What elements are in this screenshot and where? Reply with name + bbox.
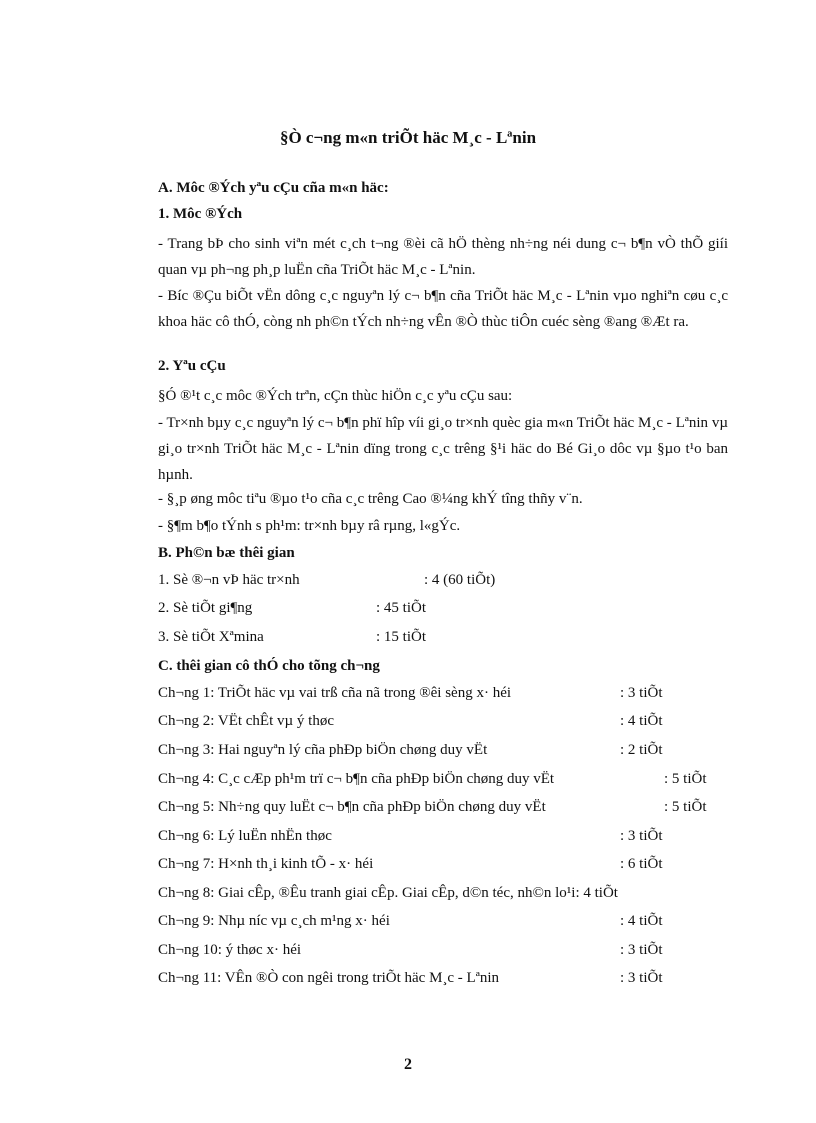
- chapter-label: Ch¬ng 9: Nhµ níc vµ c¸ch m¹ng x· héi: [158, 913, 390, 929]
- chapter-row: [158, 913, 663, 930]
- time-row-value: : 15 tiÕt: [376, 629, 427, 645]
- page-number: 2: [404, 1056, 412, 1073]
- section-c-heading: C. thêi gian cô thÓ cho tõng ch¬ng: [158, 658, 380, 674]
- time-row-label: 1. Sè ®¬n vÞ häc tr×nh: [158, 572, 300, 588]
- time-row-value: : 45 tiÕt: [376, 600, 427, 616]
- paragraph-3: §Ó ®¹t c¸c môc ®Ých trªn, cÇn thùc hiÖn c¸c yªu cÇu sau:: [158, 388, 513, 404]
- chapter-hours: : 3 tiÕt: [620, 828, 663, 844]
- time-row: [158, 600, 427, 617]
- section-a-sub1: 1. Môc ®Ých: [158, 206, 243, 222]
- chapter-row: [158, 856, 663, 873]
- section-a-heading: A. Môc ®Ých yªu cÇu cña m«n häc:: [158, 180, 389, 196]
- chapter-row: [158, 685, 663, 702]
- chapter-row: [158, 970, 663, 987]
- chapter-hours: : 4 tiÕt: [620, 713, 663, 729]
- paragraph-1: - Trang bÞ cho sinh viªn mét c¸ch t¬ng ®èi cã hÖ thèng nh÷ng néi dung c¬ b¶n vÒ thÕ giíi quan vµ ph¬ng ph¸p luËn cña TriÕt häc M¸c - Lªnin.: [158, 236, 728, 278]
- chapter-label: Ch¬ng 5: Nh÷ng quy luËt c¬ b¶n cña phÐp biÖn chøng duy vËt: [158, 799, 546, 815]
- chapter-hours: : 5 tiÕt: [664, 771, 707, 787]
- chapter-hours: : 3 tiÕt: [620, 685, 663, 701]
- chapter-row: [158, 771, 707, 788]
- time-row-value: : 4 (60 tiÕt): [424, 572, 496, 588]
- chapter-hours: : 5 tiÕt: [664, 799, 707, 815]
- chapter-row: [158, 885, 618, 902]
- time-row: [158, 572, 496, 589]
- chapter-row: [158, 942, 663, 959]
- chapter-label: Ch¬ng 7: H×nh th¸i kinh tÕ - x· héi: [158, 856, 374, 872]
- section-a-sub2: 2. Yªu cÇu: [158, 358, 226, 374]
- chapter-hours: : 3 tiÕt: [620, 970, 663, 986]
- chapter-row: [158, 799, 707, 816]
- paragraph-4: - Tr×nh bµy c¸c nguyªn lý c¬ b¶n phï hîp víi gi¸o tr×nh quèc gia m«n TriÕt häc M¸c - Lªnin vµ gi¸o tr×nh TriÕt häc M¸c - Lªnin dïng trong c¸c trêng §¹i häc do Bé Gi¸o dôc vµ §µo t¹o ban hµnh.: [158, 415, 728, 483]
- chapter-hours: : 2 tiÕt: [620, 742, 663, 758]
- paragraph-2: - Bíc ®Çu biÕt vËn dông c¸c nguyªn lý c¬ b¶n cña TriÕt häc M¸c - Lªnin vµo nghiªn cøu c¸c khoa häc cô thÓ, còng nh ph©n tÝch nh÷ng vÊn ®Ò thùc tiÔn cuéc sèng ®ang ®Æt ra.: [158, 288, 728, 330]
- chapter-hours: : 3 tiÕt: [620, 942, 663, 958]
- chapter-label: Ch¬ng 11: VÊn ®Ò con ngêi trong triÕt häc M¸c - Lªnin: [158, 970, 500, 986]
- chapter-hours: : 6 tiÕt: [620, 856, 663, 872]
- time-row: [158, 629, 427, 646]
- section-b-heading: B. Ph©n bæ thêi gian: [158, 545, 295, 561]
- chapter-row: [158, 742, 663, 759]
- chapter-row: [158, 713, 663, 730]
- time-row-label: 3. Sè tiÕt Xªmina: [158, 629, 264, 645]
- chapter-label: Ch¬ng 1: TriÕt häc vµ vai trß cña nã trong ®êi sèng x· héi: [158, 685, 512, 701]
- chapter-label: Ch¬ng 4: C¸c cÆp ph¹m trï c¬ b¶n cña phÐp biÖn chøng duy vËt: [158, 771, 555, 787]
- chapter-hours: : 4 tiÕt: [620, 913, 663, 929]
- chapter-label: Ch¬ng 3: Hai nguyªn lý cña phÐp biÖn chøng duy vËt: [158, 742, 488, 758]
- page-title: §Ò c¬ng m«n triÕt häc M¸c - Lªnin: [279, 128, 537, 147]
- chapter-label: Ch¬ng 2: VËt chÊt vµ ý thøc: [158, 713, 334, 729]
- chapter-row: [158, 828, 663, 845]
- chapter-label: Ch¬ng 6: Lý luËn nhËn thøc: [158, 828, 332, 844]
- paragraph-5: - §¸p øng môc tiªu ®µo t¹o cña c¸c trêng Cao ®¼ng khÝ tîng thñy v¨n.: [158, 491, 583, 507]
- time-row-label: 2. Sè tiÕt gi¶ng: [158, 600, 253, 616]
- chapter-label: Ch¬ng 10: ý thøc x· héi: [158, 942, 302, 958]
- paragraph-6: - §¶m b¶o tÝnh s ph¹m: tr×nh bµy râ rµng, l«gÝc.: [158, 518, 461, 534]
- chapter-label: Ch¬ng 8: Giai cÊp, ®Êu tranh giai cÊp. Giai cÊp, d©n téc, nh©n lo¹i: 4 tiÕt: [158, 885, 618, 901]
